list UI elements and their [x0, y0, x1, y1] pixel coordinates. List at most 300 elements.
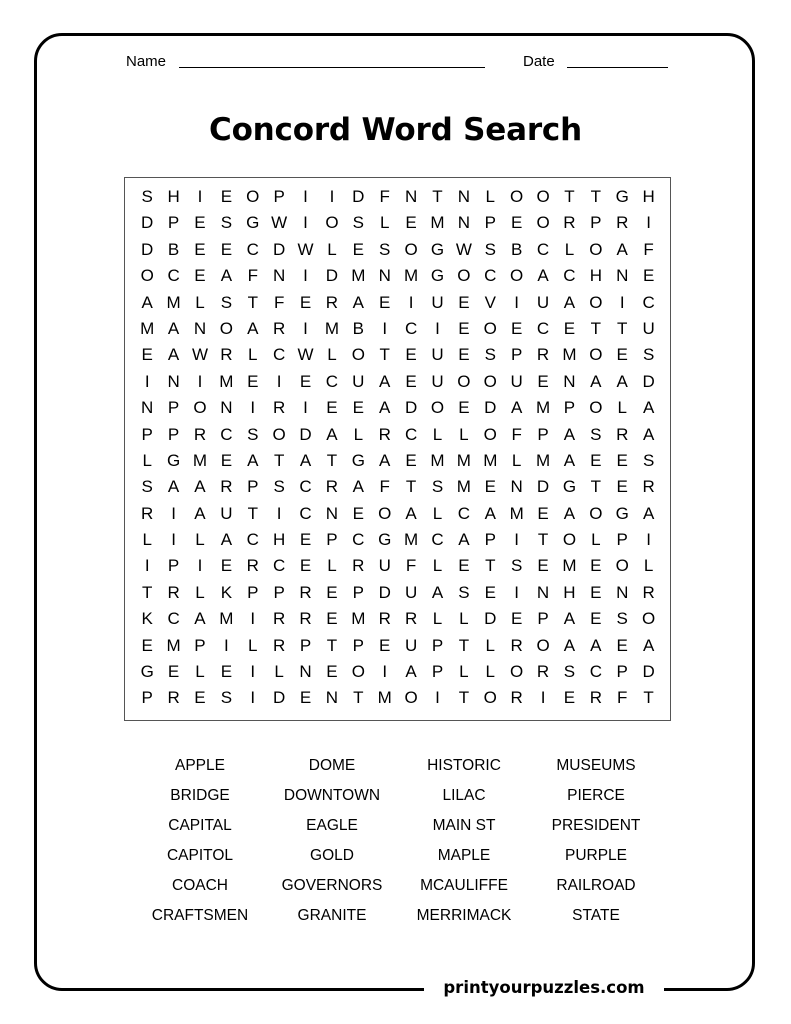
grid-cell: I [250, 398, 256, 418]
grid-cell: S [484, 239, 496, 259]
grid-cell: R [325, 292, 339, 312]
grid-cell: W [455, 239, 472, 259]
grid-cell: R [273, 318, 286, 338]
grid-cell: C [536, 239, 550, 259]
grid-cell: O [589, 345, 603, 365]
grid-cell: I [408, 292, 414, 312]
grid-cell: E [458, 556, 470, 576]
grid-cell: N [141, 398, 154, 418]
grid-cell: D [299, 424, 312, 444]
grid-cell: E [405, 213, 417, 233]
grid-cell: E [220, 556, 233, 576]
grid-row [134, 501, 662, 527]
grid-cell: H [167, 187, 180, 206]
grid-cell: E [510, 213, 523, 233]
grid-cell: I [382, 318, 388, 338]
name-line [179, 67, 485, 68]
grid-cell: L [142, 530, 152, 550]
grid-cell: T [643, 688, 654, 708]
grid-cell: E [299, 688, 312, 708]
grid-cell: I [303, 398, 308, 418]
grid-cell: C [246, 239, 259, 259]
grid-cell: A [167, 318, 180, 338]
grid-cell: L [432, 424, 443, 444]
grid-row [134, 553, 662, 579]
grid-cell: F [617, 688, 628, 708]
grid-cell: S [220, 292, 233, 312]
grid-cell: L [195, 582, 205, 602]
grid-cell: O [642, 609, 656, 629]
grid-row [134, 633, 662, 659]
word-list-item: CAPITOL [166, 847, 234, 864]
grid-cell: T [617, 318, 628, 338]
grid-cell: N [457, 213, 471, 233]
grid-cell: E [379, 635, 391, 655]
grid-cell: O [325, 213, 339, 233]
grid-cell: R [273, 609, 286, 629]
grid-cell: E [326, 398, 338, 418]
grid-cell: H [589, 266, 602, 286]
grid-cell: M [219, 371, 234, 391]
grid-cell: F [247, 266, 258, 286]
grid-cell: O [246, 187, 260, 206]
grid-cell: D [642, 662, 655, 682]
grid-cell: A [563, 292, 576, 312]
grid-cell: L [617, 398, 627, 418]
grid-cell: C [589, 662, 602, 682]
grid-cell: K [220, 582, 233, 602]
grid-cell: A [247, 450, 259, 470]
grid-cell: A [194, 609, 206, 629]
grid-cell: M [324, 318, 340, 338]
grid-cell: O [483, 318, 497, 338]
letter-grid-box [124, 177, 671, 721]
grid-cell: A [405, 662, 417, 682]
grid-cell: I [435, 688, 440, 708]
grid-cell: I [514, 292, 520, 312]
grid-cell: E [299, 292, 312, 312]
grid-cell: E [299, 530, 312, 550]
grid-cell: E [141, 345, 153, 365]
grid-cell: I [514, 582, 520, 602]
grid-cell: E [194, 688, 206, 708]
grid-cell: N [616, 266, 629, 286]
grid-cell: U [431, 292, 444, 312]
grid-cell: A [379, 450, 391, 470]
grid-cell: S [352, 213, 364, 233]
grid-row [134, 184, 662, 210]
grid-cell: L [195, 662, 205, 682]
grid-cell: C [273, 345, 286, 365]
grid-cell: R [563, 213, 576, 233]
grid-cell: S [431, 477, 444, 497]
date-line [567, 67, 668, 68]
grid-cell: D [325, 266, 339, 286]
name-label: Name [126, 53, 167, 70]
grid-cell: O [404, 239, 418, 259]
grid-cell: A [352, 477, 364, 497]
grid-cell: I [303, 213, 308, 233]
grid-cell: M [219, 609, 234, 629]
grid-cell: S [247, 424, 259, 444]
grid-cell: M [140, 318, 155, 338]
grid-cell: O [430, 398, 445, 418]
grid-cell: L [327, 556, 337, 576]
grid-cell: E [141, 635, 153, 655]
grid-cell: A [458, 530, 470, 550]
grid-row [134, 422, 662, 448]
grid-row [134, 342, 662, 368]
grid-cell: R [404, 609, 418, 629]
grid-cell: E [616, 635, 628, 655]
grid-cell: L [485, 187, 495, 206]
word-list-item: GOLD [310, 847, 354, 864]
grid-cell: O [615, 556, 629, 576]
grid-cell: T [379, 345, 390, 365]
grid-cell: I [435, 318, 440, 338]
grid-cell: G [246, 213, 260, 233]
grid-cell: O [457, 266, 471, 286]
grid-cell: T [564, 187, 575, 206]
grid-cell: O [562, 530, 577, 550]
grid-cell: L [432, 609, 443, 629]
grid-row [134, 290, 662, 316]
grid-cell: U [431, 371, 444, 391]
grid-cell: D [484, 398, 497, 418]
grid-cell: R [378, 609, 391, 629]
grid-cell: R [220, 477, 233, 497]
grid-cell: E [405, 371, 417, 391]
grid-cell: D [642, 371, 655, 391]
grid-cell: A [563, 635, 576, 655]
grid-cell: T [590, 187, 602, 206]
grid-cell: P [247, 582, 259, 602]
grid-cell: L [327, 239, 337, 259]
grid-cell: O [351, 345, 365, 365]
grid-cell: A [167, 477, 180, 497]
grid-cell: I [250, 662, 256, 682]
grid-cell: L [195, 292, 205, 312]
grid-cell: M [430, 213, 445, 233]
grid-cell: C [536, 318, 550, 338]
grid-cell: M [166, 635, 181, 655]
grid-cell: O [589, 398, 603, 418]
grid-cell: C [352, 530, 365, 550]
grid-cell: C [325, 371, 339, 391]
grid-cell: E [379, 292, 391, 312]
grid-cell: E [510, 318, 523, 338]
grid-cell: M [192, 450, 208, 470]
grid-cell: E [642, 266, 655, 286]
grid-cell: E [326, 662, 338, 682]
grid-cell: P [326, 530, 338, 550]
grid-cell: A [220, 266, 233, 286]
grid-cell: L [591, 530, 601, 550]
grid-cell: L [327, 345, 337, 365]
grid-row [134, 580, 662, 606]
grid-cell: O [378, 503, 392, 523]
grid-cell: N [404, 187, 418, 206]
grid-cell: L [485, 662, 495, 682]
grid-cell: H [563, 582, 576, 602]
grid-cell: L [142, 450, 152, 470]
grid-cell: O [483, 688, 497, 708]
grid-cell: L [564, 239, 575, 259]
grid-cell: E [458, 398, 470, 418]
grid-cell: I [250, 688, 256, 708]
grid-cell: R [193, 424, 207, 444]
grid-cell: E [352, 239, 364, 259]
grid-cell: E [352, 503, 364, 523]
grid-cell: T [326, 450, 338, 470]
word-list-item: APPLE [175, 757, 225, 774]
word-list-item: DOWNTOWN [283, 787, 381, 804]
grid-cell: P [484, 530, 496, 550]
grid-cell: H [642, 187, 655, 206]
grid-cell: M [404, 530, 419, 550]
grid-cell: L [432, 556, 443, 576]
grid-cell: U [536, 292, 550, 312]
grid-cell: D [141, 213, 154, 233]
grid-cell: O [140, 266, 154, 286]
grid-row [134, 685, 662, 711]
word-list [134, 755, 662, 935]
word-list-item: COACH [172, 877, 228, 894]
grid-cell: E [537, 371, 549, 391]
grid-cell: L [379, 213, 390, 233]
grid-cell: A [141, 292, 153, 312]
grid-cell: C [299, 503, 312, 523]
grid-cell: F [643, 239, 654, 259]
grid-cell: M [456, 477, 471, 497]
grid-cell: N [167, 371, 180, 391]
grid-cell: G [351, 450, 365, 470]
grid-cell: R [616, 424, 629, 444]
grid-cell: N [536, 582, 550, 602]
grid-cell: R [273, 398, 286, 418]
word-list-item: MERRIMACK [416, 907, 512, 924]
letter-grid [134, 184, 662, 712]
grid-cell: A [247, 318, 259, 338]
grid-cell: E [616, 450, 628, 470]
footer-site: printyourpuzzles.com [443, 978, 645, 997]
grid-cell: I [276, 503, 282, 523]
grid-cell: T [247, 503, 258, 523]
grid-cell: W [297, 345, 314, 365]
grid-cell: K [141, 609, 153, 629]
grid-cell: I [197, 556, 203, 576]
grid-cell: I [171, 503, 176, 523]
grid-cell: A [563, 503, 576, 523]
grid-cell: A [379, 398, 391, 418]
grid-row [134, 210, 662, 236]
grid-cell: T [537, 530, 549, 550]
grid-cell: F [511, 424, 522, 444]
grid-cell: C [457, 503, 471, 523]
grid-cell: A [642, 398, 655, 418]
grid-cell: C [299, 477, 312, 497]
grid-cell: A [642, 503, 655, 523]
grid-cell: C [642, 292, 655, 312]
grid-cell: E [616, 345, 628, 365]
grid-cell: P [537, 424, 549, 444]
grid-cell: U [352, 371, 365, 391]
word-list-item: HISTORIC [427, 757, 501, 774]
grid-cell: G [140, 662, 154, 682]
grid-cell: M [377, 688, 392, 708]
grid-cell: E [194, 266, 206, 286]
grid-cell: G [378, 530, 392, 550]
grid-cell: M [166, 292, 181, 312]
grid-cell: A [326, 424, 338, 444]
word-list-item: PRESIDENT [551, 817, 641, 834]
grid-cell: D [536, 477, 550, 497]
grid-cell: S [642, 450, 655, 470]
grid-cell: P [141, 424, 153, 444]
grid-cell: P [273, 582, 285, 602]
grid-cell: U [404, 635, 418, 655]
grid-cell: R [510, 688, 523, 708]
grid-cell: S [141, 187, 153, 206]
grid-cell: A [194, 503, 206, 523]
grid-cell: I [329, 187, 335, 206]
grid-cell: E [563, 688, 576, 708]
grid-cell: E [537, 556, 549, 576]
word-list-item: STATE [572, 907, 620, 924]
grid-cell: E [458, 345, 470, 365]
grid-cell: C [167, 609, 180, 629]
grid-cell: W [271, 213, 288, 233]
grid-cell: N [193, 318, 207, 338]
grid-cell: S [220, 688, 233, 708]
word-list-item: EAGLE [306, 817, 358, 834]
grid-cell: S [141, 477, 153, 497]
grid-cell: N [616, 582, 629, 602]
grid-cell: P [167, 213, 180, 233]
grid-cell: S [458, 582, 470, 602]
grid-cell: R [325, 477, 339, 497]
grid-cell: I [540, 688, 546, 708]
grid-cell: L [248, 635, 258, 655]
grid-cell: N [378, 266, 391, 286]
grid-cell: A [537, 266, 549, 286]
grid-cell: D [273, 239, 286, 259]
grid-cell: S [616, 609, 628, 629]
grid-cell: P [167, 424, 180, 444]
grid-cell: E [484, 582, 496, 602]
grid-cell: T [590, 477, 602, 497]
grid-cell: S [563, 662, 576, 682]
grid-cell: O [510, 662, 524, 682]
grid-cell: E [590, 450, 602, 470]
grid-row [134, 369, 662, 395]
grid-cell: A [563, 609, 576, 629]
grid-cell: M [562, 345, 577, 365]
word-list-item: CRAFTSMEN [151, 907, 249, 924]
grid-cell: A [563, 424, 576, 444]
grid-cell: U [378, 556, 391, 576]
grid-cell: E [167, 662, 180, 682]
grid-cell: U [404, 582, 418, 602]
grid-cell: I [382, 662, 388, 682]
grid-cell: F [405, 556, 417, 576]
word-list-item: MCAULIFFE [420, 877, 508, 894]
grid-cell: R [246, 556, 259, 576]
grid-cell: R [167, 688, 180, 708]
grid-cell: N [325, 688, 339, 708]
grid-cell: S [273, 477, 285, 497]
grid-cell: E [326, 582, 338, 602]
grid-cell: P [510, 345, 523, 365]
grid-cell: A [642, 424, 655, 444]
grid-cell: T [142, 582, 153, 602]
grid-cell: E [220, 662, 233, 682]
grid-cell: I [250, 609, 256, 629]
word-list-item: CAPITAL [168, 817, 232, 834]
grid-cell: O [272, 424, 286, 444]
grid-cell: E [220, 239, 233, 259]
grid-cell: I [303, 187, 308, 206]
grid-cell: C [273, 556, 286, 576]
grid-cell: O [483, 371, 497, 391]
grid-cell: E [352, 398, 364, 418]
grid-row [134, 448, 662, 474]
grid-cell: U [431, 345, 444, 365]
grid-cell: L [353, 424, 364, 444]
grid-cell: N [220, 398, 233, 418]
grid-row [134, 527, 662, 553]
grid-cell: M [509, 503, 524, 523]
grid-cell: G [615, 503, 629, 523]
grid-cell: P [563, 398, 576, 418]
grid-cell: A [352, 292, 364, 312]
grid-cell: E [458, 292, 470, 312]
grid-cell: S [510, 556, 523, 576]
grid-cell: M [535, 450, 551, 470]
grid-cell: L [459, 609, 469, 629]
grid-cell: M [351, 266, 366, 286]
grid-cell: M [535, 398, 551, 418]
grid-cell: A [194, 477, 206, 497]
grid-cell: A [405, 503, 417, 523]
grid-cell: T [405, 477, 417, 497]
grid-cell: T [247, 292, 258, 312]
grid-cell: W [191, 345, 208, 365]
grid-cell: L [643, 556, 654, 576]
grid-cell: P [167, 556, 180, 576]
grid-cell: U [642, 318, 655, 338]
grid-cell: I [646, 530, 651, 550]
grid-cell: T [590, 318, 602, 338]
grid-cell: P [590, 213, 602, 233]
grid-cell: C [167, 266, 180, 286]
grid-cell: R [273, 635, 286, 655]
grid-cell: I [197, 187, 203, 206]
grid-cell: G [562, 477, 577, 497]
grid-row [134, 659, 662, 685]
grid-cell: E [590, 582, 602, 602]
word-list-item: MAPLE [437, 847, 491, 864]
grid-cell: I [303, 266, 308, 286]
grid-cell: L [195, 530, 205, 550]
grid-cell: G [166, 450, 181, 470]
grid-cell: C [246, 530, 259, 550]
grid-cell: E [537, 503, 549, 523]
grid-row [134, 237, 662, 263]
grid-cell: F [379, 187, 390, 206]
grid-cell: I [514, 530, 520, 550]
grid-cell: L [274, 662, 284, 682]
